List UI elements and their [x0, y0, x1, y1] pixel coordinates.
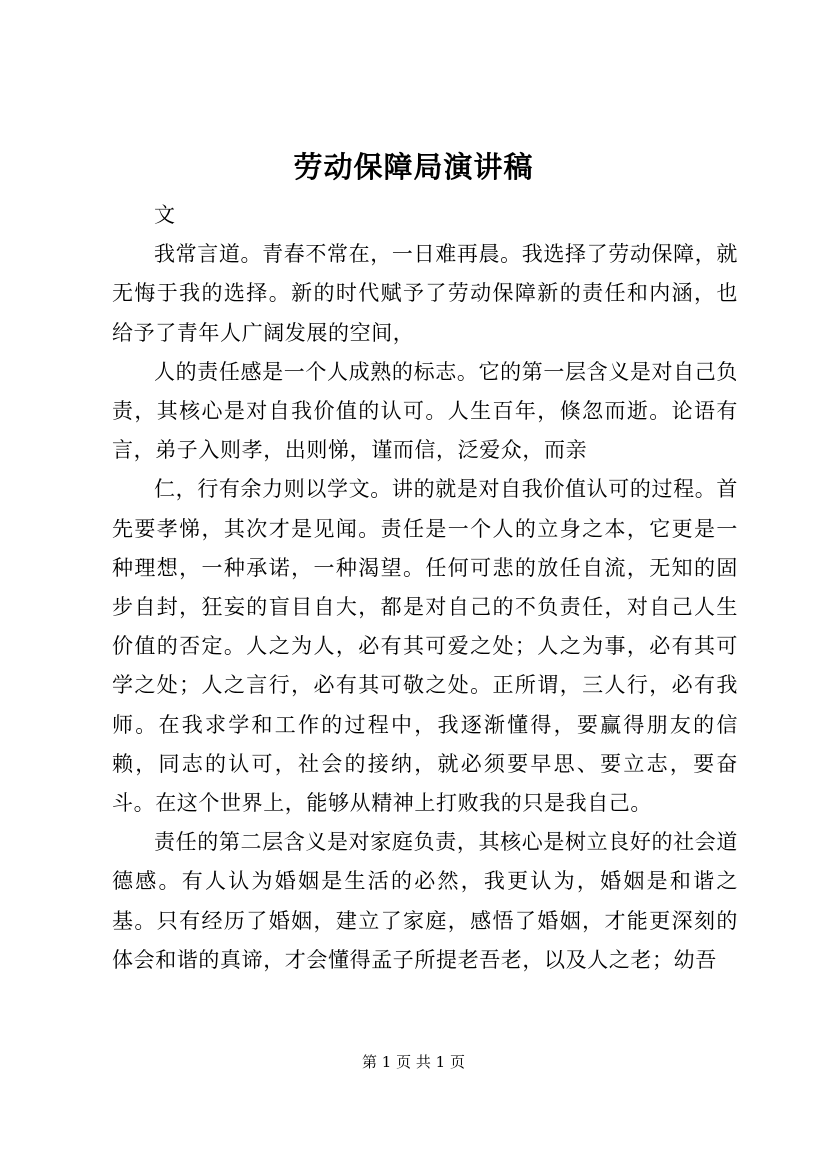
paragraph: 仁，行有余力则以学文。讲的就是对自我价值认可的过程。首先要孝悌，其次才是见闻。责任是一个人的立身之本，它更是一种理想，一种承诺，一种渴望。任何可悲的放任自流，无知的固步自封，狂妄的盲目自大，都是对自己的不负责任，对自己人生价值的否定。人之为人，必有其可爱之处；人之为事，必有其可学之处；人之言行，必有其可敬之处。正所谓，三人行，必有我师。在我求学和工作的过程中，我逐渐懂得，要赢得朋友的信赖，同志的认可，社会的接纳，就必须要早思、要立志，要奋斗。在这个世界上，能够从精神上打败我的只是我自己。 — [112, 477, 738, 816]
paragraph: 人的责任感是一个人成熟的标志。它的第一层含义是对自己负责，其核心是对自我价值的认可。人生百年，倏忽而逝。论语有言，弟子入则孝，出则悌，谨而信，泛爱众，而亲 — [112, 359, 738, 463]
document-title: 劳动保障局演讲稿 — [293, 150, 534, 184]
page-footer: 第 1 页 共 1 页 — [362, 1053, 465, 1071]
document-body — [112, 196, 738, 980]
paragraph: 我常言道。青春不常在，一日难再晨。我选择了劳动保障，就无悔于我的选择。新的时代赋予了劳动保障新的责任和内涵，也给予了青年人广阔发展的空间， — [112, 242, 738, 345]
paragraph: 责任的第二层含义是对家庭负责，其核心是树立良好的社会道德感。有人认为婚姻是生活的必然，我更认为，婚姻是和谐之基。只有经历了婚姻，建立了家庭，感悟了婚姻，才能更深刻的体会和谐的真谛，才会懂得孟子所提老吾老，以及人之老；幼吾 — [112, 830, 738, 972]
paragraph: 文 — [154, 203, 176, 227]
